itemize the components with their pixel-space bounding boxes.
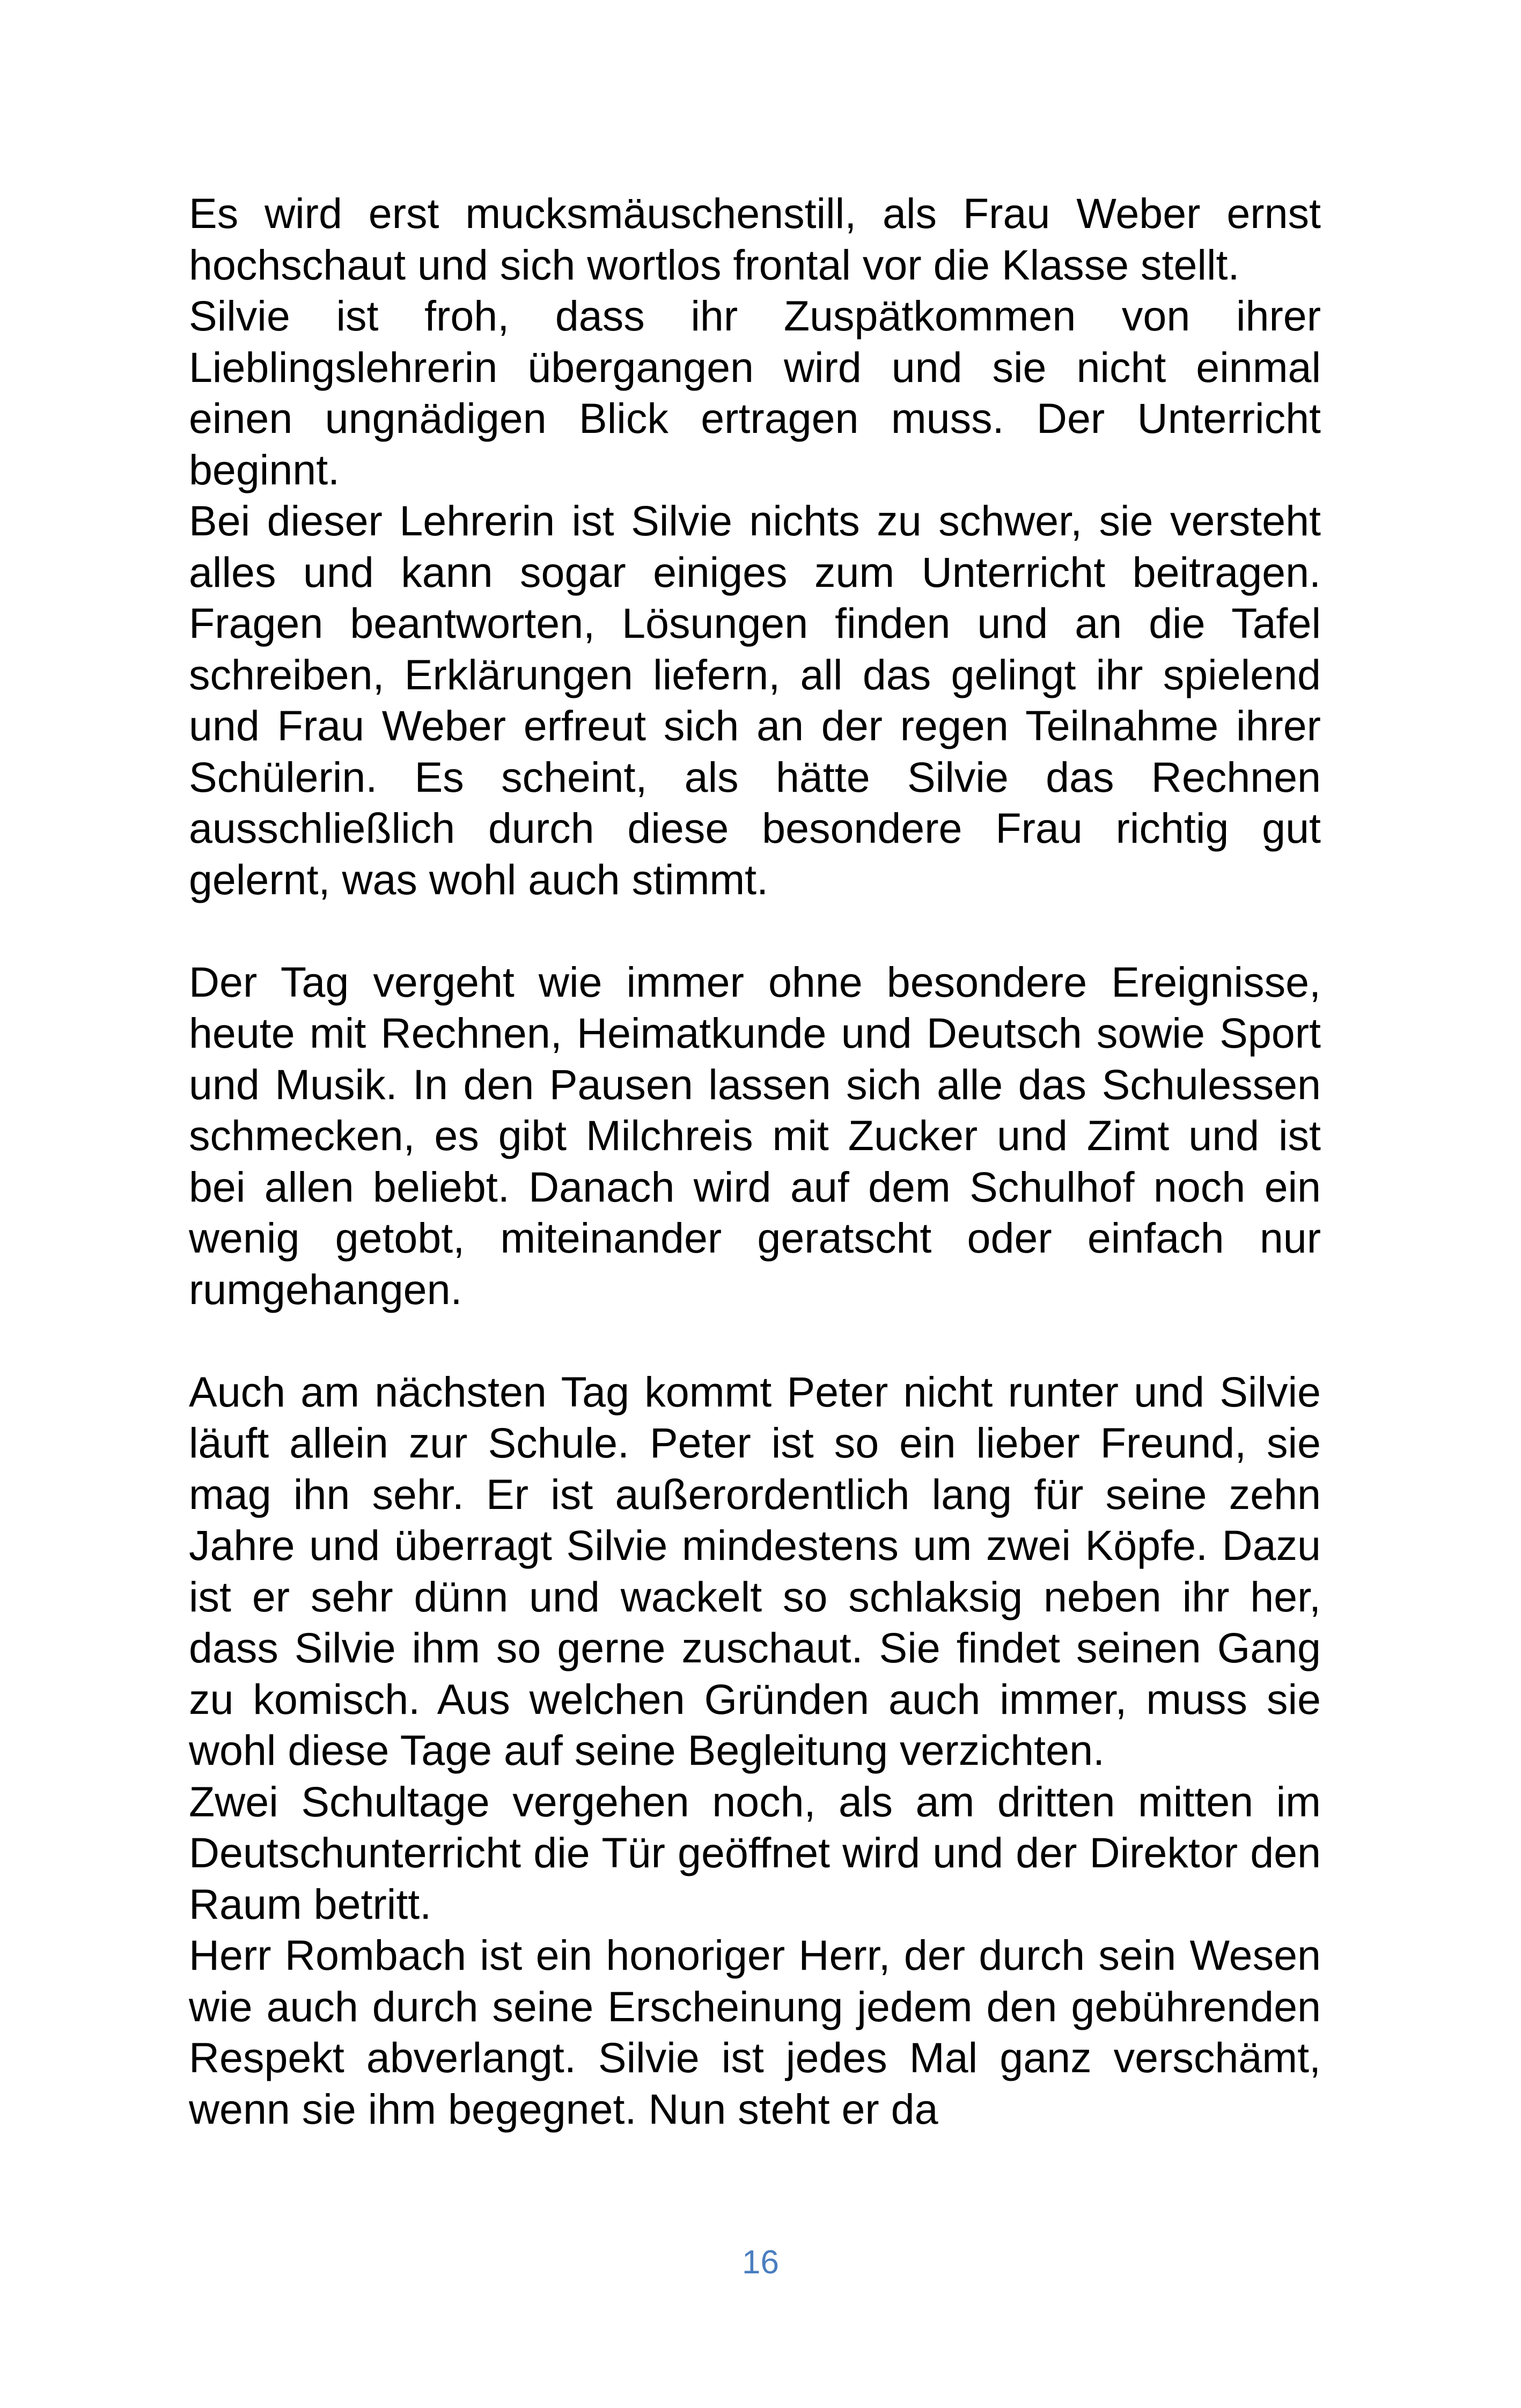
page-number: 16 (742, 2244, 779, 2281)
paragraph-6: Zwei Schultage vergehen noch, als am dritten mitten im Deutschunterricht die Tür geöffnet wird und der Direktor den Raum betritt. (189, 1777, 1321, 1928)
paragraph-1: Es wird erst mucksmäuschenstill, als Frau Weber ernst hochschaut und sich wortlos frontal vor die Klasse stellt. (189, 189, 1321, 289)
paragraph-2: Silvie ist froh, dass ihr Zuspätkommen von ihrer Lieblingslehrerin übergangen wird und sie nicht einmal einen ungnädigen Blick ertragen muss. Der Unterricht beginnt. (189, 292, 1321, 494)
paragraph-3: Bei dieser Lehrerin ist Silvie nichts zu schwer, sie versteht alles und kann sogar einiges zum Unterricht beitragen. Fragen beantworten, Lösungen finden und an die Tafel schreiben, Erklärungen liefern, all das gelingt ihr spielend und Frau Weber erfreut sich an der regen Teilnahme ihrer Schülerin. Es scheint, als hätte Silvie das Rechnen ausschließlich durch diese besondere Frau richtig gut gelernt, was wohl auch stimmt. (189, 497, 1321, 903)
paragraph-7: Herr Rombach ist ein honoriger Herr, der durch sein Wesen wie auch durch seine Erscheinung jedem den gebührenden Respekt abverlangt. Silvie ist jedes Mal ganz verschämt, wenn sie ihm begegnet. Nun steht er da (189, 1931, 1321, 2133)
paragraph-4: Der Tag vergeht wie immer ohne besondere Ereignisse, heute mit Rechnen, Heimatkunde und Deutsch sowie Sport und Musik. In den Pausen lassen sich alle das Schulessen schmecken, es gibt Milchreis mit Zucker und Zimt und ist bei allen beliebt. Danach wird auf dem Schulhof noch ein wenig getobt, miteinander geratscht oder einfach nur rumgehangen. (189, 958, 1321, 1313)
paragraph-5: Auch am nächsten Tag kommt Peter nicht runter und Silvie läuft allein zur Schule. Peter ist so ein lieber Freund, sie mag ihn sehr. Er ist außerordentlich lang für seine zehn Jahre und überragt Silvie mindestens um zwei Köpfe. Dazu ist er sehr dünn und wackelt so schlaksig neben ihr her, dass Silvie ihm so gerne zuschaut. Sie findet seinen Gang zu komisch. Aus welchen Gründen auch immer, muss sie wohl diese Tage auf seine Begleitung verzichten. (189, 1367, 1321, 1774)
body-text (189, 188, 1321, 2134)
